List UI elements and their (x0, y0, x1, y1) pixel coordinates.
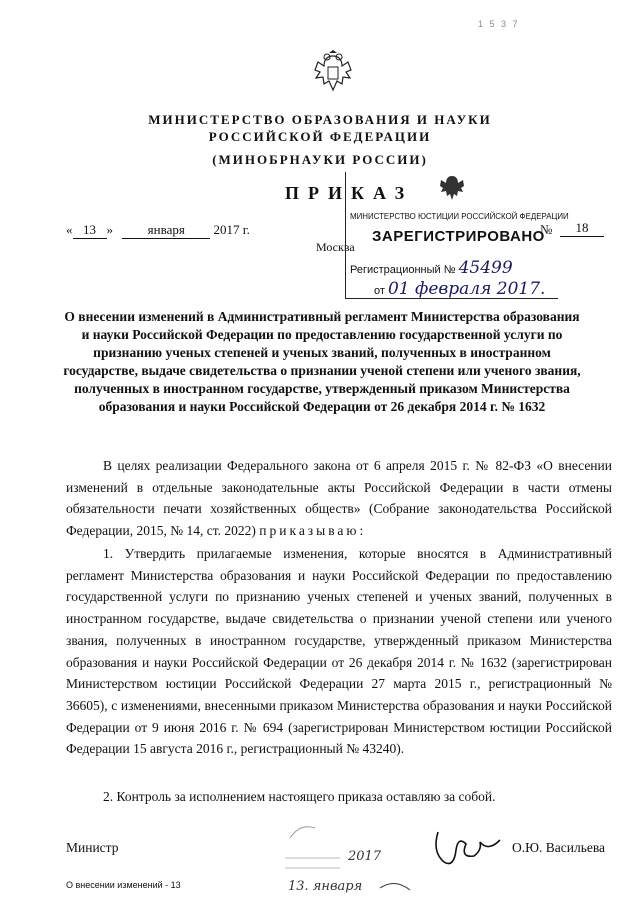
ministry-name-line2: РОССИЙСКОЙ ФЕДЕРАЦИИ (208, 129, 432, 144)
stamp-authority: МИНИСТЕРСТВО ЮСТИЦИИ РОССИЙСКОЙ ФЕДЕРАЦИИ (350, 211, 569, 221)
clause-2: 2. Контроль за исполнением настоящего приказа оставляю за собой. (103, 789, 496, 804)
registration-stamp (345, 172, 569, 299)
preamble-paragraph (66, 455, 612, 542)
order-year: 2017 г. (213, 222, 250, 237)
ministry-name-line1: МИНИСТЕРСТВО ОБРАЗОВАНИЯ И НАУКИ (148, 112, 492, 127)
coat-of-arms-emblem (312, 50, 354, 96)
stamp-reg-date: от 01 февраля 2017. (374, 279, 546, 299)
minister-signature (430, 822, 510, 872)
document-type-heading: ПРИКАЗ (285, 183, 414, 203)
stamp-status: ЗАРЕГИСТРИРОВАНО (372, 228, 545, 245)
order-date: « 13 » января 2017 г. (66, 222, 250, 237)
top-registration-mark: 1 5 3 7 (478, 19, 520, 29)
footer-note: О внесении изменений - 13 (66, 880, 181, 890)
order-number-label: № (540, 222, 553, 237)
stamp-reg-date-handwritten: 01 февраля 2017. (387, 279, 546, 299)
order-city: Москва (316, 240, 355, 254)
order-verb: приказываю: (259, 523, 367, 539)
approval-handwritten-mark (280, 818, 425, 902)
preamble-text: В целях реализации Федерального закона от 6 апреля 2015 г. № 82-ФЗ «О внесении изменений в отдельные законодательные акты Российской Федерации в части отмены обязательности печати хозяйственных обществ» (Собрание законодательства Российской Федерации, 2015, № 14, ст. 2022) (66, 458, 612, 539)
order-title: О внесении изменений в Административный регламент Министерства образования и науки Российской Федерации по предоставлению государственной услуги по признанию ученых степеней и ученых званий, полученных в иностранном государстве, выдаче свидетельства о признании ученой степени или ученого звания, полученных в иностранном государстве, утвержденный приказом Министерства образования и науки Российской Федерации от 26 декабря 2014 г. № 1632 (63, 309, 581, 414)
order-month: января (122, 222, 210, 239)
stamp-eagle-icon (438, 172, 466, 206)
stamp-reg-number-handwritten: 45499 (458, 258, 513, 278)
stamp-reg-number: Регистрационный № 45499 (350, 258, 513, 278)
signatory-position: Министр (66, 840, 119, 855)
ministry-short-name: (МИНОБРНАУКИ РОССИИ) (212, 152, 428, 167)
order-day: 13 (73, 222, 107, 239)
clause-1: 1. Утвердить прилагаемые изменения, которые вносятся в Административный регламент Министерства образования и науки Российской Федерации по предоставлению государственной услуги по признанию ученых степеней и ученых званий, полученных в иностранном государстве, выдаче свидетельства о признании ученой степени или ученого звания, полученных в иностранном государстве, утвержденный приказом Министерства образования и науки Российской Федерации от 26 декабря 2014 г. № 1632 (зарегистрирован Министерством юстиции Российской Федерации 27 марта 2015 г., регистрационный № 36605), с изменениями, внесенными приказом Министерства образования и науки Российской Федерации от 9 июня 2016 г. № 694 (зарегистрирован Министерством юстиции Российской Федерации 15 августа 2016 г., регистрационный № 43240). (66, 546, 612, 757)
order-number: 18 (560, 220, 604, 237)
signatory-name: О.Ю. Васильева (512, 840, 606, 855)
svg-text:13. января: 13. января (288, 879, 363, 894)
svg-text:2017: 2017 (348, 849, 382, 864)
